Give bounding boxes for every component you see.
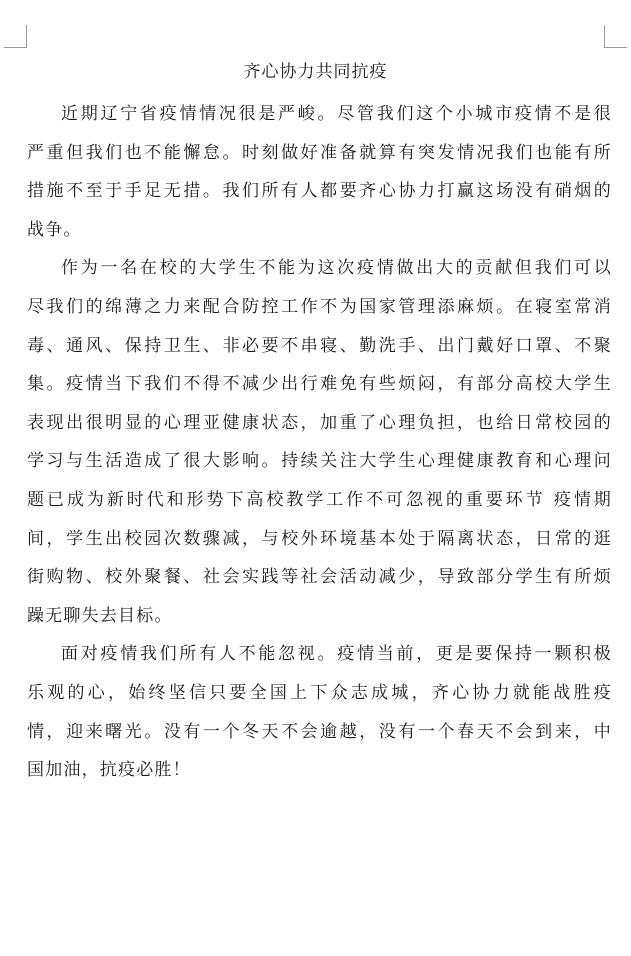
paragraph-3-line-1: 面对疫情我们所有人不能忽视。疫情当前，更是要保持一颗积极 [61, 644, 612, 665]
paragraph-2-line-10: 躁无聊失去目标。 [27, 605, 173, 626]
paragraph-1-line-3: 措施不至于手足无措。我们所有人都要齐心协力打赢这场没有硝烟的 [27, 181, 612, 202]
top-left-margin-mark [4, 25, 27, 48]
paragraph-2-line-5: 表现出很明显的心理亚健康状态，加重了心理负担，也给日常校园的 [27, 412, 612, 433]
paragraph-1-line-1: 近期辽宁省疫情情况很是严峻。尽管我们这个小城市疫情不是很 [61, 104, 612, 124]
paragraph-2-line-6: 学习与生活造成了很大影响。持续关注大学生心理健康教育和心理问 [27, 451, 612, 472]
document-title: 齐心协力共同抗疫 [243, 62, 388, 82]
top-right-margin-mark [604, 25, 627, 48]
paragraph-2-line-3: 毒、通风、保持卫生、非必要不串寝、勤洗手、出门戴好口罩、不聚 [27, 335, 612, 356]
paragraph-2-line-9: 街购物、校外聚餐、社会实践等社会活动减少，导致部分学生有所烦 [27, 567, 612, 588]
paragraph-1-line-2: 严重但我们也不能懈怠。时刻做好准备就算有突发情况我们也能有所 [27, 142, 612, 163]
paragraph-2-line-7: 题已成为新时代和形势下高校教学工作不可忽视的重要环节 疫情期 [27, 489, 612, 510]
paragraph-2-line-2: 尽我们的绵薄之力来配合防控工作不为国家管理添麻烦。在寝室常消 [27, 296, 612, 317]
paragraph-1-line-4: 战争。 [27, 219, 82, 240]
document-body [27, 95, 612, 790]
paragraph-2-line-4: 集。疫情当下我们不得不减少出行难免有些烦闷，有部分高校大学生 [27, 374, 612, 395]
paragraph-2-line-8: 间，学生出校园次数骤减，与校外环境基本处于隔离状态，日常的逛 [27, 528, 612, 549]
paragraph-3-line-2: 乐观的心，始终坚信只要全国上下众志成城，齐心协力就能战胜疫 [27, 682, 612, 703]
paragraph-2-line-1: 作为一名在校的大学生不能为这次疫情做出大的贡献但我们可以 [61, 258, 612, 279]
paragraph-3-line-3: 情，迎来曙光。没有一个冬天不会逾越，没有一个春天不会到来，中 [27, 721, 612, 742]
paragraph-3-line-4: 国加油，抗疫必胜！ [27, 760, 191, 781]
